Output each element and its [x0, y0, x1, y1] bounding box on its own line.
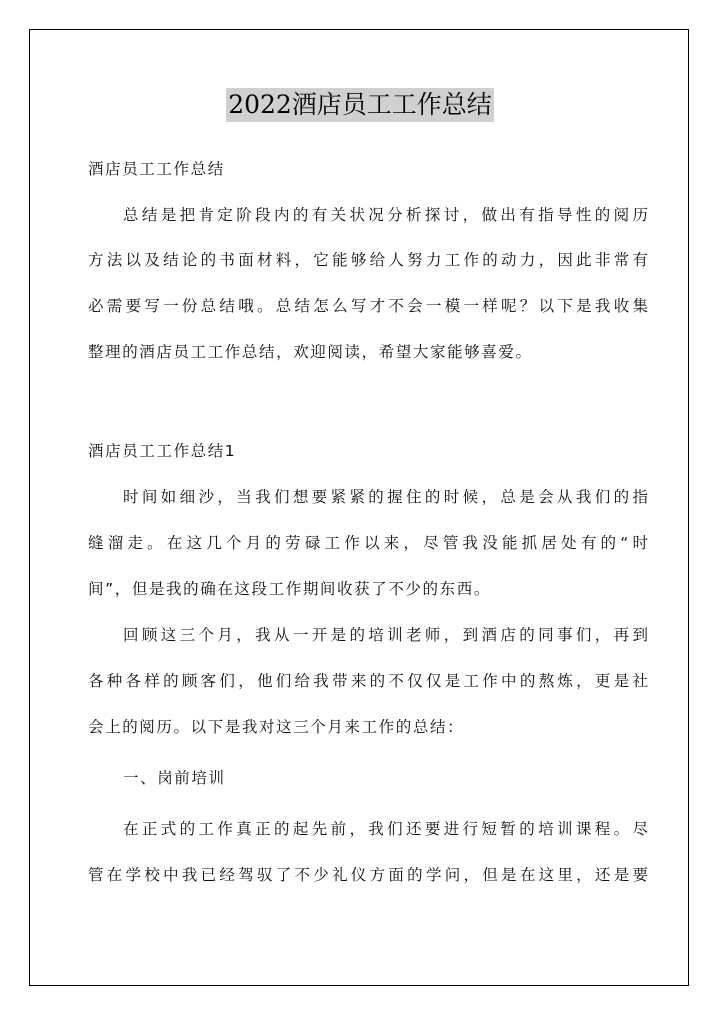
- para2-line-3: 会上的阅历。以下是我对这三个月来工作的总结：: [88, 718, 465, 736]
- para2-line-2: 各种各样的顾客们，他们给我带来的不仅仅是工作中的熬炼，更是社: [88, 672, 648, 690]
- para1-line-3: 间”，但是我的确在这段工作期间收获了不少的东西。: [88, 580, 491, 598]
- section-heading: 酒店员工工作总结1: [88, 442, 237, 460]
- document-subtitle: 酒店员工工作总结: [88, 160, 225, 178]
- title-container: [0, 88, 720, 122]
- para2-line-1: 回顾这三个月，我从一开是的培训老师，到酒店的同事们，再到: [123, 626, 648, 644]
- intro-line-1: 总结是把肯定阶段内的有关状况分析探讨，做出有指导性的阅历: [123, 206, 648, 224]
- para3-line-2: 管在学校中我已经驾驭了不少礼仪方面的学问，但是在这里，还是要: [88, 866, 648, 884]
- para3-line-1: 在正式的工作真正的起先前，我们还要进行短暂的培训课程。尽: [123, 820, 648, 838]
- subheading: 一、岗前培训: [123, 769, 226, 787]
- document-title: 2022酒店员工工作总结: [226, 88, 494, 122]
- intro-line-2: 方法以及结论的书面材料，它能够给人努力工作的动力，因此非常有: [88, 251, 648, 269]
- intro-line-4: 整理的酒店员工工作总结，欢迎阅读，希望大家能够喜爱。: [88, 343, 533, 361]
- intro-line-3: 必需要写一份总结哦。总结怎么写才不会一模一样呢？以下是我收集: [88, 297, 648, 315]
- para1-line-2: 缝溜走。在这几个月的劳碌工作以来，尽管我没能抓居处有的“时: [88, 534, 648, 552]
- para1-line-1: 时间如细沙，当我们想要紧紧的握住的时候，总是会从我们的指: [123, 488, 648, 506]
